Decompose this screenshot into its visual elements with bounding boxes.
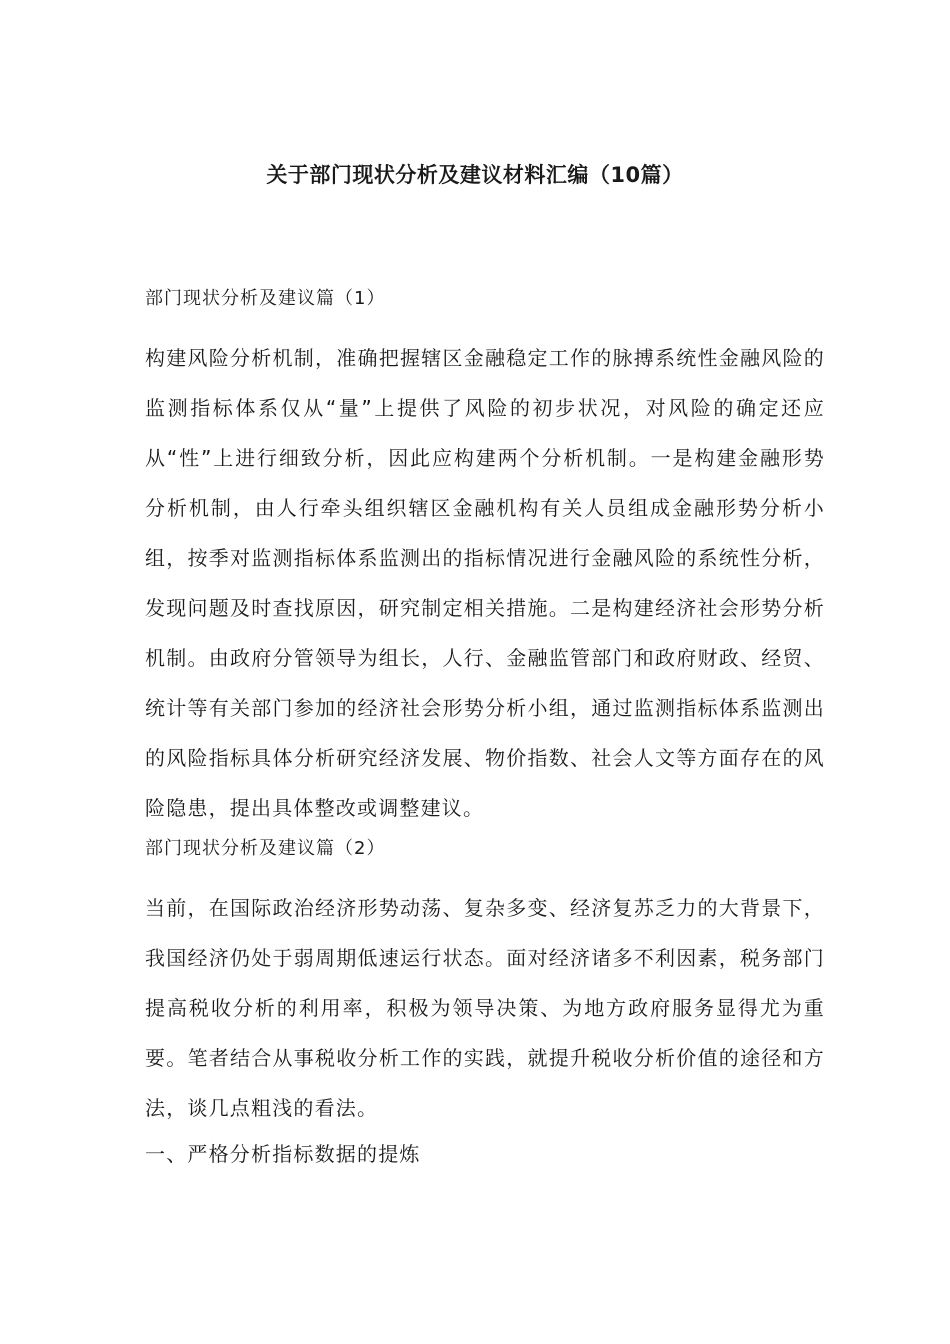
section-2 bbox=[145, 833, 825, 1179]
section-heading: 部门现状分析及建议篇（2） bbox=[145, 838, 386, 859]
section-heading: 部门现状分析及建议篇（1） bbox=[145, 288, 386, 309]
section-paragraph: 构建风险分析机制，准确把握辖区金融稳定工作的脉搏系统性金融风险的监测指标体系仅从“量”上提供了风险的初步状况，对风险的确定还应从“性”上进行细致分析，因此应构建两个分析机制。一是构建金融形势分析机制，由人行牵头组织辖区金融机构有关人员组成金融形势分析小组，按季对监测指标体系监测出的指标情况进行金融风险的系统性分析，发现问题及时查找原因，研究制定相关措施。二是构建经济社会形势分析机制。由政府分管领导为组长，人行、金融监管部门和政府财政、经贸、统计等有关部门参加的经济社会形势分析小组，通过监测指标体系监测出的风险指标具体分析研究经济发展、物价指数、社会人文等方面存在的风险隐患，提出具体整改或调整建议。 bbox=[145, 346, 825, 820]
section-1 bbox=[145, 283, 825, 833]
section-subheading: 一、严格分析指标数据的提炼 bbox=[145, 1142, 421, 1166]
document-body bbox=[145, 283, 825, 1179]
section-paragraph: 当前，在国际政治经济形势动荡、复杂多变、经济复苏乏力的大背景下，我国经济仍处于弱周期低速运行状态。面对经济诸多不利因素，税务部门提高税收分析的利用率，积极为领导决策、为地方政府服务显得尤为重要。笔者结合从事税收分析工作的实践，就提升税收分析价值的途径和方法，谈几点粗浅的看法。 bbox=[145, 896, 825, 1120]
document-title: 关于部门现状分析及建议材料汇编（10篇） bbox=[266, 163, 684, 187]
